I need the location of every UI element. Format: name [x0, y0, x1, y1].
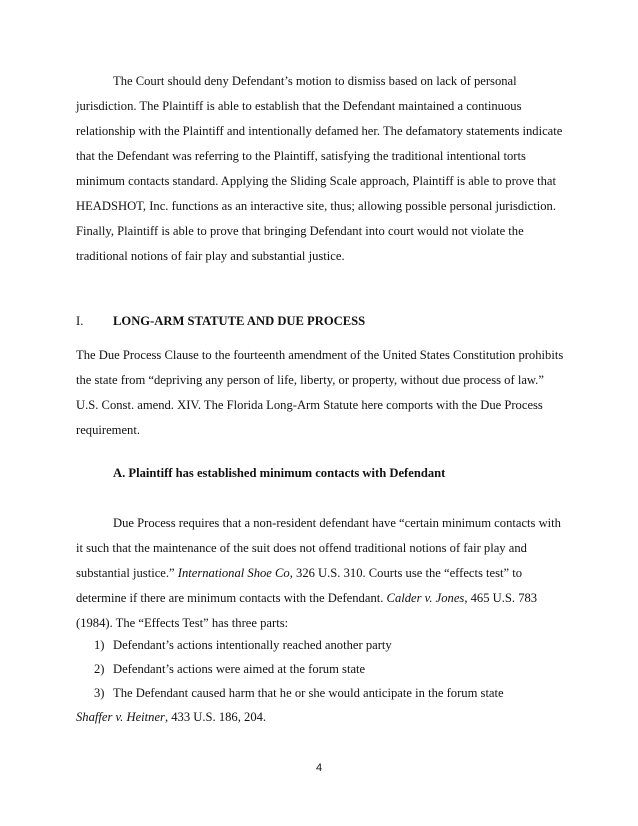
subsection-line-5: (1984). The “Effects Test” has three parts:: [76, 616, 289, 630]
intro-line-2: jurisdiction. The Plaintiff is able to establish that the Defendant maintained a continuous: [76, 99, 522, 113]
intro-line-1: The Court should deny Defendant’s motion to dismiss based on lack of personal: [113, 74, 517, 88]
section-one-line-2: the state from “depriving any person of life, liberty, or property, without due process of law.”: [76, 373, 544, 387]
subsection-heading: A. Plaintiff has established minimum contacts with Defendant: [113, 466, 446, 480]
section-one-line-4: requirement.: [76, 423, 140, 437]
subsection-line-4: [76, 590, 537, 606]
intro-line-4: that the Defendant was referring to the Plaintiff, satisfying the traditional intentional torts: [76, 149, 526, 163]
case-citation-international-shoe: International Shoe Co: [177, 566, 290, 580]
section-one-line-1: The Due Process Clause to the fourteenth amendment of the United States Constitution prohibits: [76, 348, 564, 362]
intro-line-6: HEADSHOT, Inc. functions as an interactive site, thus; allowing possible personal jurisdiction.: [76, 199, 556, 213]
case-citation-calder: Calder v. Jones: [386, 591, 465, 605]
subsection-line-2: it such that the maintenance of the suit does not offend traditional notions of fair play and: [76, 541, 527, 555]
citation-line: [76, 709, 266, 725]
intro-line-7: Finally, Plaintiff is able to prove that bringing Defendant into court would not violate the: [76, 224, 524, 238]
intro-line-3: relationship with the Plaintiff and intentionally defamed her. The defamatory statements indicate: [76, 124, 563, 138]
page-number: 4: [315, 762, 323, 774]
intro-line-8: traditional notions of fair play and substantial justice.: [76, 249, 345, 263]
subsection-line-1: Due Process requires that a non-resident defendant have “certain minimum contacts with: [113, 516, 561, 530]
section-heading: LONG-ARM STATUTE AND DUE PROCESS: [113, 314, 366, 328]
list-item-text: Defendant’s actions were aimed at the forum state: [113, 662, 366, 676]
list-marker: 2): [94, 662, 105, 676]
line3-post: , 326 U.S. 310. Courts use the “effects test” to: [289, 566, 523, 580]
subsection-line-3: [76, 565, 522, 581]
list-item-text: Defendant’s actions intentionally reached another party: [113, 638, 392, 652]
list-item: [94, 661, 365, 677]
list-marker: 3): [94, 686, 105, 700]
line4-post: , 465 U.S. 783: [464, 591, 538, 605]
list-item: [94, 685, 504, 701]
line3-pre: substantial justice.”: [76, 566, 178, 580]
section-one-line-3: U.S. Const. amend. XIV. The Florida Long-Arm Statute here comports with the Due Process: [76, 398, 543, 412]
citation-post: , 433 U.S. 186, 204.: [164, 710, 267, 724]
line4-pre: determine if there are minimum contacts with the Defendant.: [76, 591, 387, 605]
list-item: [94, 637, 392, 653]
list-item-text: The Defendant caused harm that he or she would anticipate in the forum state: [113, 686, 504, 700]
list-marker: 1): [94, 638, 105, 652]
case-citation-shaffer: Shaffer v. Heitner: [76, 710, 165, 724]
section-number: I.: [76, 314, 84, 328]
intro-line-5: minimum contacts standard. Applying the Sliding Scale approach, Plaintiff is able to prove that: [76, 174, 556, 188]
